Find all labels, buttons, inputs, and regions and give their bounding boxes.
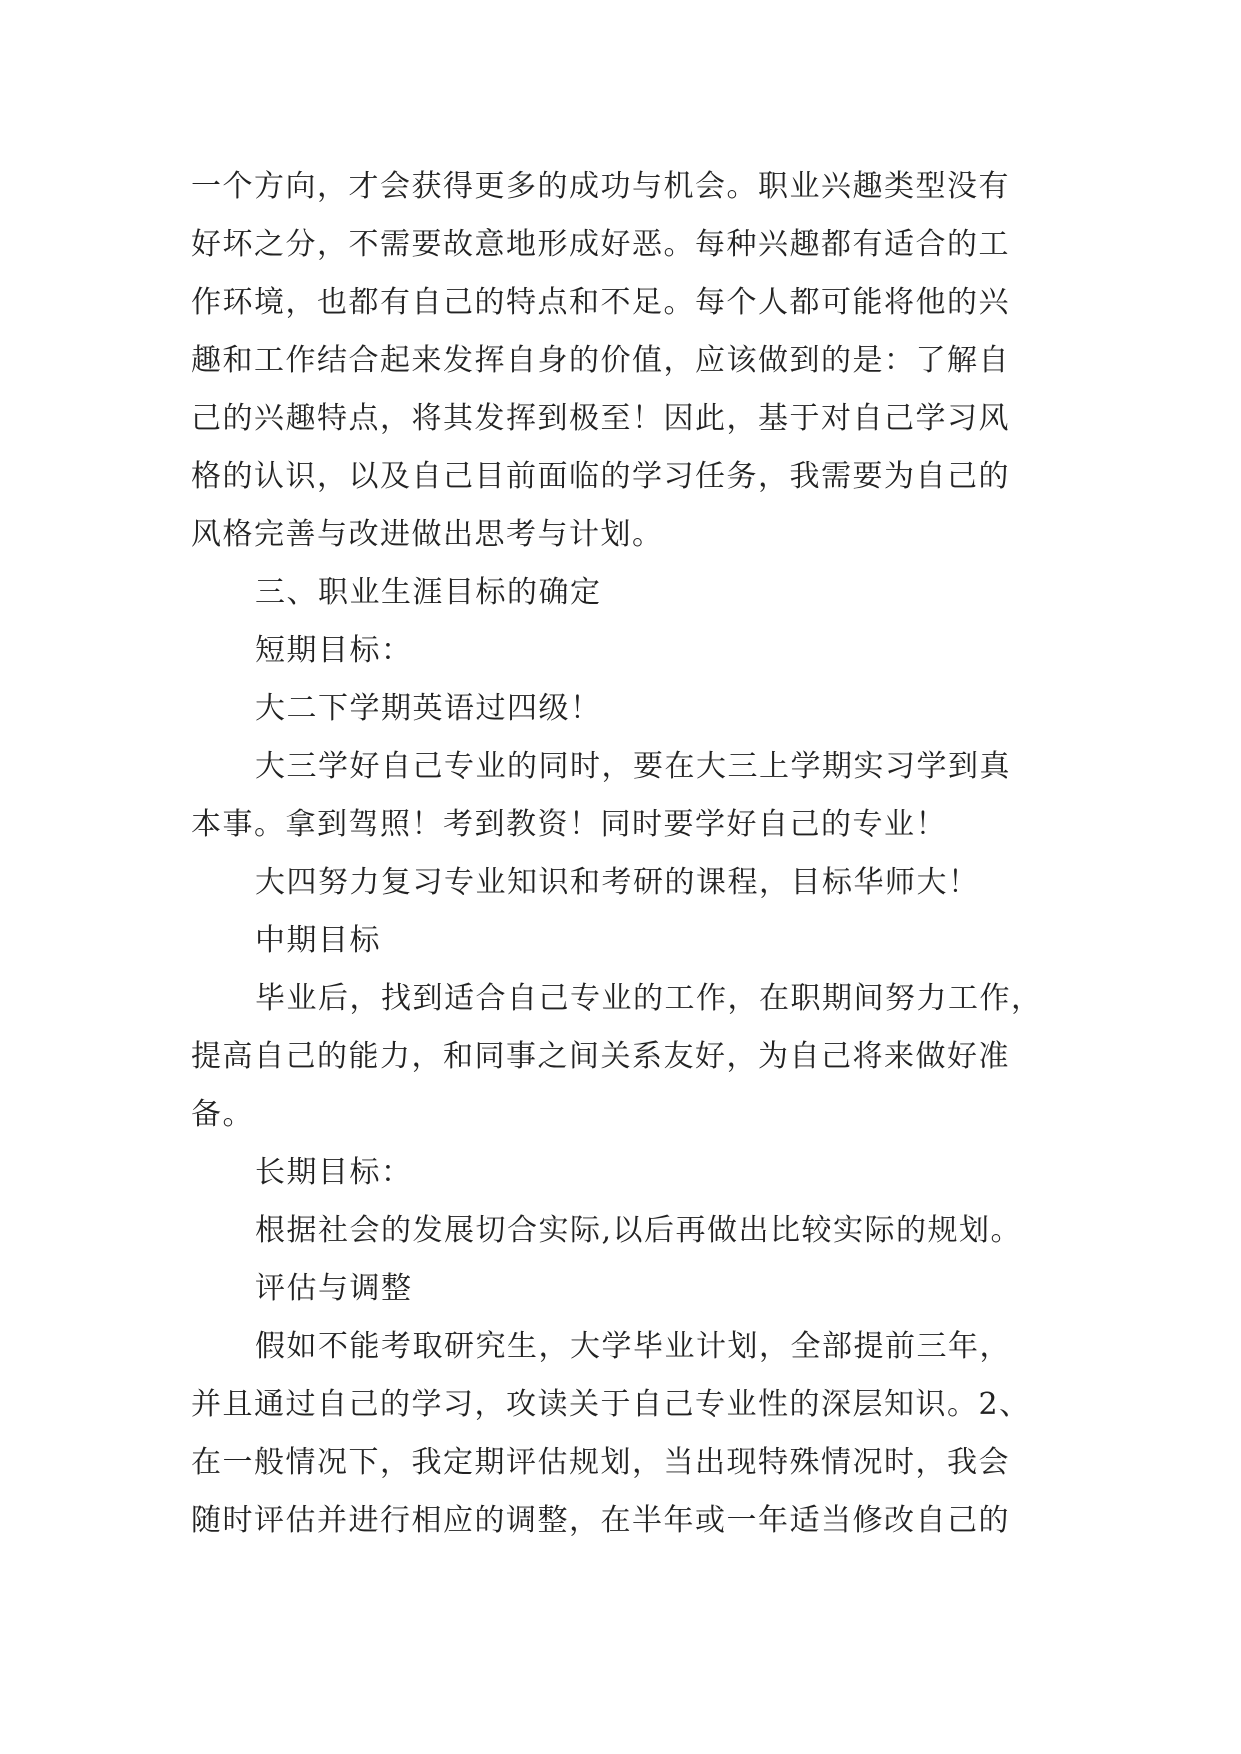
text-line: 三、职业生涯目标的确定 bbox=[255, 575, 602, 610]
text-line: 提高自己的能力，和同事之间关系友好，为自己将来做好准 bbox=[191, 1039, 1010, 1074]
text-line: 长期目标： bbox=[255, 1155, 413, 1190]
text-line: 评估与调整 bbox=[255, 1271, 413, 1306]
text-line: 假如不能考取研究生，大学毕业计划，全部提前三年， bbox=[255, 1329, 1011, 1364]
text-line: 格的认识，以及自己目前面临的学习任务，我需要为自己的 bbox=[191, 459, 1010, 494]
text-line: 己的兴趣特点，将其发挥到极至！因此，基于对自己学习风 bbox=[191, 401, 1010, 436]
text-line: 中期目标 bbox=[255, 923, 381, 958]
text-line: 随时评估并进行相应的调整，在半年或一年适当修改自己的 bbox=[191, 1503, 1010, 1538]
text-line: 大三学好自己专业的同时，要在大三上学期实习学到真 bbox=[255, 749, 1011, 784]
text-line: 毕业后，找到适合自己专业的工作，在职期间努力工作， bbox=[255, 981, 1043, 1016]
document-body bbox=[191, 158, 1057, 1550]
text-line: 短期目标： bbox=[255, 633, 413, 668]
text-line: 在一般情况下，我定期评估规划，当出现特殊情况时，我会 bbox=[191, 1445, 1010, 1480]
text-line: 并且通过自己的学习，攻读关于自己专业性的深层知识。2、 bbox=[191, 1387, 1031, 1422]
text-line: 好坏之分，不需要故意地形成好恶。每种兴趣都有适合的工 bbox=[191, 227, 1010, 262]
text-line: 本事。拿到驾照！考到教资！同时要学好自己的专业！ bbox=[191, 807, 947, 842]
text-line: 作环境，也都有自己的特点和不足。每个人都可能将他的兴 bbox=[191, 285, 1010, 320]
text-line: 风格完善与改进做出思考与计划。 bbox=[191, 517, 664, 552]
text-line: 大二下学期英语过四级！ bbox=[255, 691, 602, 726]
text-line: 大四努力复习专业知识和考研的课程，目标华师大！ bbox=[255, 865, 980, 900]
text-line: 根据社会的发展切合实际,以后再做出比较实际的规划。 bbox=[255, 1213, 1023, 1248]
text-line: 一个方向，才会获得更多的成功与机会。职业兴趣类型没有 bbox=[191, 169, 1010, 204]
text-line: 备。 bbox=[191, 1097, 254, 1132]
text-line: 趣和工作结合起来发挥自身的价值，应该做到的是：了解自 bbox=[191, 343, 1010, 378]
